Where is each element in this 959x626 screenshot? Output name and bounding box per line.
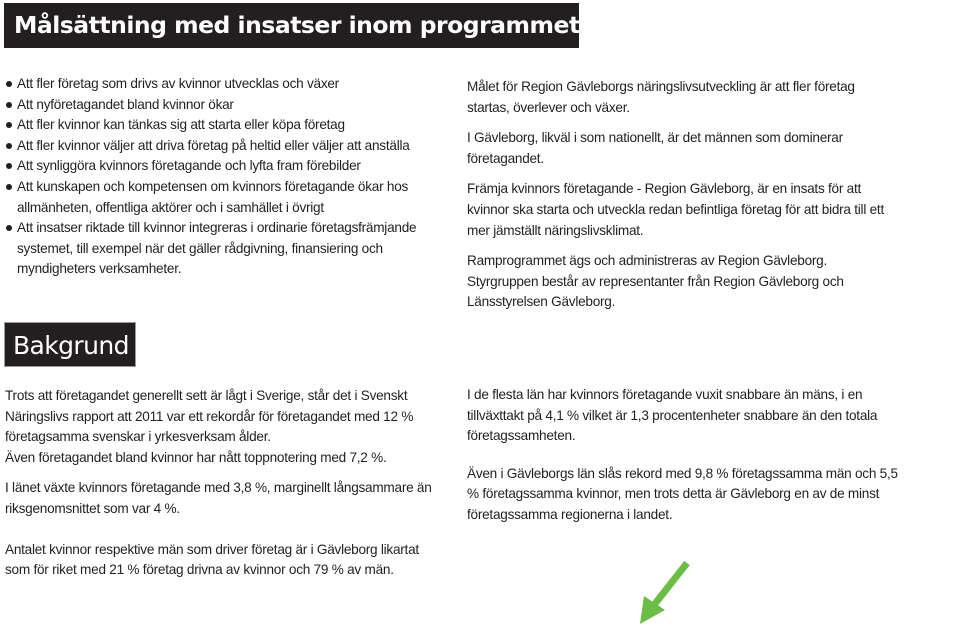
goal-item: Att insatser riktade till kvinnor integreras i ordinarie företagsfrämjande systemet, till exempel när det gäller rådgivning, finansiering och myndigheters verksamheter. — [5, 218, 445, 280]
background-paragraph: Antalet kvinnor respektive män som driver företag är i Gävleborg likartat som för riket med 21 % företag drivna av kvinnor och 79 % av män. — [5, 541, 419, 578]
background-left-column — [5, 386, 441, 581]
program-info-paragraph: Främja kvinnors företagande - Region Gävleborg, är en insats för att kvinnor ska starta och utveckla redan befintliga företag för att bidra till ett mer jämställt näringslivsklimat. — [467, 181, 884, 238]
background-paragraph: Även företagandet bland kvinnor har nått toppnotering med 7,2 %. — [5, 449, 387, 465]
program-info-paragraph: Styrgruppen består av representanter från Region Gävleborg och Länsstyrelsen Gävleborg. — [467, 273, 844, 310]
goals-list-column — [5, 74, 445, 280]
background-right-column — [467, 385, 899, 526]
page-title: Målsättning med insatser inom programmet: — [4, 3, 579, 48]
background-paragraph: I länet växte kvinnors företagande med 3,8 %, marginellt långsammare än riksgenomsnittet som var 4 %. — [5, 480, 432, 516]
goal-item: Att fler kvinnor kan tänkas sig att starta eller köpa företag — [5, 115, 445, 136]
background-paragraph: Även i Gävleborgs län slås rekord med 9,8 % företagssamma män och 5,5 % företagssamma kvinnor, men trots detta är Gävleborg en av de minst företagssamma regionerna i landet. — [467, 465, 898, 522]
program-info-paragraph: I Gävleborg, likväl i som nationellt, är det männen som dominerar företagandet. — [467, 130, 843, 166]
program-info-paragraph: Ramprogrammet ägs och administreras av Region Gävleborg. — [467, 253, 827, 269]
goal-item: Att fler företag som drivs av kvinnor utvecklas och växer — [5, 74, 445, 95]
program-info-paragraph: Målet för Region Gävleborgs näringslivsutveckling är att fler företag startas, överlever och växer. — [467, 79, 855, 115]
background-heading: Bakgrund — [4, 322, 136, 367]
goal-item: Att synliggöra kvinnors företagande och lyfta fram förebilder — [5, 156, 445, 177]
goals-list — [5, 74, 445, 280]
program-info-column — [467, 77, 897, 313]
diagonal-arrow-icon — [640, 560, 690, 626]
background-paragraph: Trots att företagandet generellt sett är lågt i Sverige, står det i Svenskt Näringslivs rapport att 2011 var ett rekordår för företagandet med 12 % företagsamma svenskar i yrkesverksam ålder. — [5, 388, 414, 445]
goal-item: Att kunskapen och kompetensen om kvinnors företagande ökar hos allmänheten, offentliga aktörer och i samhället i övrigt — [5, 177, 457, 218]
goal-item: Att fler kvinnor väljer att driva företag på heltid eller väljer att anställa — [5, 136, 427, 157]
goal-item: Att nyföretagandet bland kvinnor ökar — [5, 95, 445, 116]
background-paragraph: I de flesta län har kvinnors företagande vuxit snabbare än mäns, i en tillväxttakt på 4,1 % vilket är 1,3 procentenheter snabbare än den totala företagssamheten. — [467, 387, 878, 444]
